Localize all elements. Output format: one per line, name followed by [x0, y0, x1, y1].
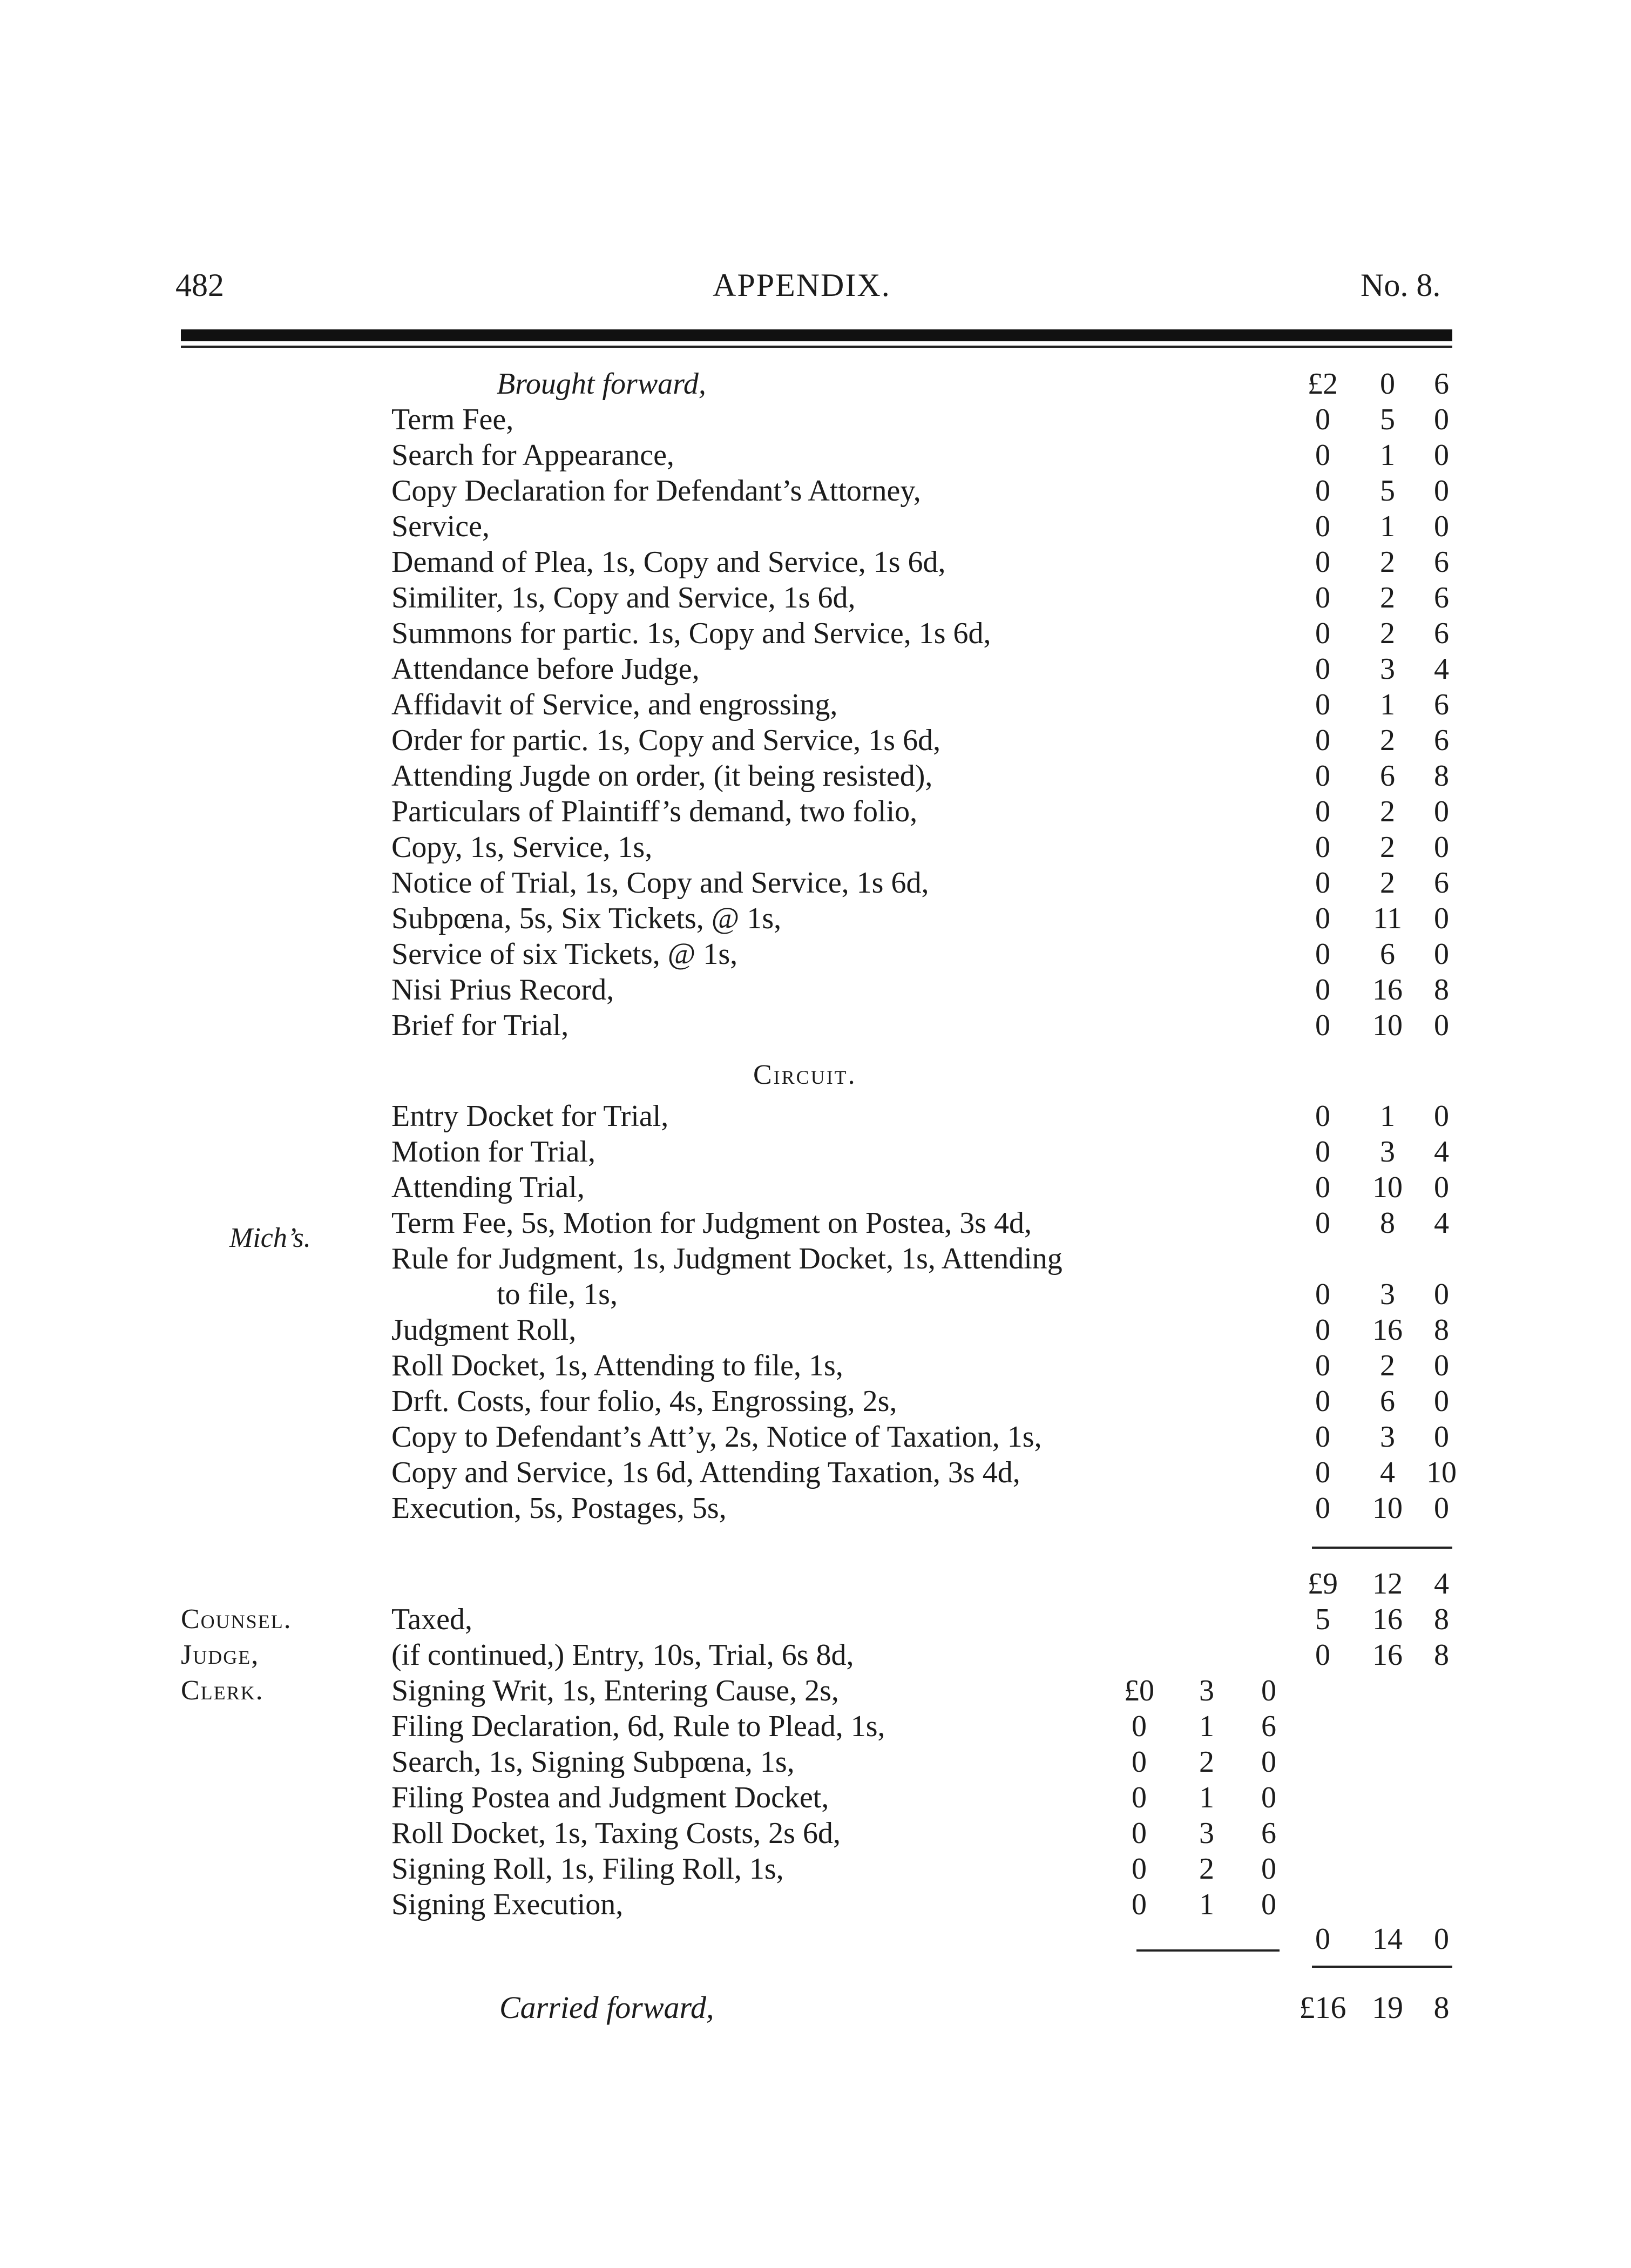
item-label: Copy, 1s, Service, 1s,	[391, 831, 653, 864]
item-label: to file, 1s,	[497, 1278, 618, 1311]
pence-value: 0	[1434, 1420, 1449, 1454]
shillings-value: 3	[1380, 1135, 1395, 1169]
bill-row	[0, 1815, 1631, 1851]
pounds-value: £0	[1124, 1674, 1154, 1707]
carried-forward-row	[0, 1990, 1631, 2026]
pence-value: 8	[1434, 1638, 1449, 1672]
shillings-value: 10	[1372, 1009, 1403, 1042]
shillings-value: 1	[1380, 438, 1395, 472]
pence-value: 8	[1434, 1603, 1449, 1636]
item-label: Entry Docket for Trial,	[391, 1099, 669, 1133]
item-label: Notice of Trial, 1s, Copy and Service, 1s 6d,	[391, 866, 929, 900]
item-label: Attending Trial,	[391, 1171, 585, 1204]
bill-row	[0, 402, 1631, 437]
pence-value: 0	[1434, 1491, 1449, 1525]
continued-row	[0, 1637, 1631, 1673]
bill-row	[0, 687, 1631, 723]
bill-row	[0, 829, 1631, 865]
pounds-value: 5	[1315, 1603, 1330, 1636]
pence-value: 0	[1434, 1349, 1449, 1382]
pence-value: 0	[1434, 1278, 1449, 1311]
pounds-value: 0	[1132, 1745, 1147, 1779]
subtotal-row	[0, 1566, 1631, 1602]
pounds-value: 0	[1315, 1313, 1330, 1347]
pounds-value: 0	[1315, 1009, 1330, 1042]
shillings-value: 2	[1380, 831, 1395, 864]
pounds-value: 0	[1315, 1206, 1330, 1240]
pounds-value: 0	[1315, 652, 1330, 686]
shillings-value: 3	[1380, 652, 1395, 686]
bill-row	[0, 544, 1631, 580]
shillings-value: 3	[1199, 1674, 1214, 1707]
pence-value: 0	[1434, 795, 1449, 828]
pounds-value: 0	[1315, 1171, 1330, 1204]
shillings-value: 2	[1380, 581, 1395, 615]
shillings-value: 1	[1380, 688, 1395, 721]
shillings-value: 5	[1380, 474, 1395, 508]
pounds-value: 0	[1315, 1349, 1330, 1382]
pounds-value: 0	[1132, 1781, 1147, 1814]
pounds-value: 0	[1315, 1491, 1330, 1525]
continued-label: (if continued,) Entry, 10s, Trial, 6s 8d,	[391, 1638, 854, 1672]
item-label: Similiter, 1s, Copy and Service, 1s 6d,	[391, 581, 856, 615]
bill-row	[0, 509, 1631, 544]
item-label: Search, 1s, Signing Subpœna, 1s,	[391, 1745, 795, 1779]
item-label: Copy and Service, 1s 6d, Attending Taxation, 3s 4d,	[391, 1456, 1020, 1489]
pounds-value: 0	[1315, 866, 1330, 900]
item-label: Attending Jugde on order, (it being resisted),	[391, 759, 933, 793]
shillings-value: 14	[1372, 1922, 1403, 1956]
shillings-value: 16	[1372, 1638, 1403, 1672]
pounds-value: 0	[1132, 1852, 1147, 1886]
pence-value: 6	[1434, 866, 1449, 900]
bill-row	[0, 1780, 1631, 1815]
item-label: Particulars of Plaintiff’s demand, two folio,	[391, 795, 918, 828]
item-label: Execution, 5s, Postages, 5s,	[391, 1491, 727, 1525]
shillings-value: 1	[1199, 1781, 1214, 1814]
pence-value: 8	[1434, 759, 1449, 793]
pence-value: 4	[1434, 1206, 1449, 1240]
pence-value: 0	[1434, 403, 1449, 436]
bill-row	[0, 580, 1631, 616]
item-label: Roll Docket, 1s, Taxing Costs, 2s 6d,	[391, 1817, 841, 1850]
pence-value: 0	[1261, 1852, 1276, 1886]
bill-row	[0, 723, 1631, 758]
shillings-value: 6	[1380, 1385, 1395, 1418]
item-label: Motion for Trial,	[391, 1135, 596, 1169]
item-label: Attendance before Judge,	[391, 652, 700, 686]
item-label: Search for Appearance,	[391, 438, 674, 472]
bill-row	[0, 473, 1631, 509]
pounds-value: 0	[1315, 617, 1330, 650]
shillings-value: 2	[1380, 724, 1395, 757]
item-label: Term Fee, 5s, Motion for Judgment on Postea, 3s 4d,	[391, 1206, 1032, 1240]
bill-row	[0, 616, 1631, 651]
final-total-rule	[1312, 1966, 1452, 1968]
pounds-value: 0	[1315, 1135, 1330, 1169]
bill-row	[0, 1170, 1631, 1205]
bill-row	[0, 1673, 1631, 1709]
pence-value: 0	[1261, 1745, 1276, 1779]
carried-shillings: 19	[1372, 1990, 1403, 2025]
page-title: APPENDIX.	[713, 267, 891, 303]
bill-row	[0, 1134, 1631, 1170]
carried-pounds: £16	[1299, 1990, 1346, 2025]
pence-value: 0	[1434, 937, 1449, 971]
pounds-value: 0	[1132, 1817, 1147, 1850]
taxed-row	[0, 1602, 1631, 1637]
subtotal-rule	[1312, 1547, 1452, 1549]
shillings-value: 10	[1372, 1171, 1403, 1204]
shillings-value: 1	[1199, 1710, 1214, 1743]
bill-row	[0, 437, 1631, 473]
pence-value: 6	[1434, 581, 1449, 615]
pounds-value: 0	[1315, 545, 1330, 579]
item-label: Roll Docket, 1s, Attending to file, 1s,	[391, 1349, 843, 1382]
item-label: Term Fee,	[391, 403, 514, 436]
shillings-value: 3	[1380, 1278, 1395, 1311]
shillings-value: 16	[1372, 973, 1403, 1007]
bill-row	[0, 1312, 1631, 1348]
pence-value: 4	[1434, 1135, 1449, 1169]
bill-row	[0, 1348, 1631, 1383]
shillings-value: 0	[1380, 367, 1395, 401]
bill-row	[0, 936, 1631, 972]
pence-value: 6	[1434, 367, 1449, 401]
pounds-value: 0	[1315, 474, 1330, 508]
pence-value: 6	[1434, 617, 1449, 650]
pence-value: 6	[1434, 724, 1449, 757]
shillings-value: 3	[1380, 1420, 1395, 1454]
pence-value: 4	[1434, 652, 1449, 686]
item-label: Filing Declaration, 6d, Rule to Plead, 1s,	[391, 1710, 885, 1743]
shillings-value: 8	[1380, 1206, 1395, 1240]
brought-forward-row	[0, 366, 1631, 402]
pounds-value: 0	[1315, 795, 1330, 828]
pounds-value: 0	[1315, 581, 1330, 615]
pence-value: 0	[1434, 1009, 1449, 1042]
pounds-value: 0	[1315, 1278, 1330, 1311]
pounds-value: 0	[1315, 1420, 1330, 1454]
pence-value: 0	[1434, 1099, 1449, 1133]
pence-value: 6	[1434, 688, 1449, 721]
shillings-value: 2	[1380, 795, 1395, 828]
item-label: Copy to Defendant’s Att’y, 2s, Notice of Taxation, 1s,	[391, 1420, 1042, 1454]
page-number: 482	[175, 267, 224, 303]
bill-row	[0, 794, 1631, 829]
bill-row	[0, 1709, 1631, 1744]
shillings-value: 2	[1199, 1745, 1214, 1779]
pence-value: 0	[1434, 1922, 1449, 1956]
item-label: Summons for partic. 1s, Copy and Service, 1s 6d,	[391, 617, 991, 650]
bill-row	[0, 901, 1631, 936]
pounds-value: 0	[1315, 403, 1330, 436]
pounds-value: 0	[1315, 1456, 1330, 1489]
subtotal-pence: 4	[1434, 1567, 1449, 1601]
item-label: Signing Roll, 1s, Filing Roll, 1s,	[391, 1852, 784, 1886]
bill-row	[0, 1490, 1631, 1526]
pounds-value: 0	[1315, 724, 1330, 757]
shillings-value: 2	[1380, 617, 1395, 650]
shillings-value: 3	[1199, 1817, 1214, 1850]
item-label: Subpœna, 5s, Six Tickets, @ 1s,	[391, 902, 782, 935]
item-label: Affidavit of Service, and engrossing,	[391, 688, 838, 721]
bill-row	[0, 1851, 1631, 1887]
shillings-value: 10	[1372, 1491, 1403, 1525]
pounds-value: 0	[1315, 1638, 1330, 1672]
shillings-value: 4	[1380, 1456, 1395, 1489]
pence-value: 6	[1261, 1817, 1276, 1850]
bill-row	[0, 1241, 1631, 1277]
taxed-label: Taxed,	[391, 1603, 473, 1636]
bill-row	[0, 972, 1631, 1008]
pounds-value: 0	[1315, 510, 1330, 543]
shillings-value: 11	[1373, 902, 1402, 935]
pence-value: 8	[1434, 973, 1449, 1007]
margin-note-judge: Judge,	[181, 1639, 260, 1670]
header-rule-thick	[181, 329, 1452, 341]
pounds-value: 0	[1315, 1385, 1330, 1418]
bill-row	[0, 1419, 1631, 1455]
pence-value: 0	[1261, 1781, 1276, 1814]
bill-row	[0, 1205, 1631, 1241]
shillings-value: 16	[1372, 1313, 1403, 1347]
item-label: Nisi Prius Record,	[391, 973, 614, 1007]
subtotal-pounds: £9	[1308, 1567, 1338, 1601]
shillings-value: 1	[1380, 1099, 1395, 1133]
shillings-value: 2	[1380, 866, 1395, 900]
shillings-value: 5	[1380, 403, 1395, 436]
shillings-value: 6	[1380, 937, 1395, 971]
pence-value: 0	[1434, 1385, 1449, 1418]
pence-value: 0	[1434, 831, 1449, 864]
item-label: Signing Execution,	[391, 1888, 624, 1921]
shillings-value: 1	[1380, 510, 1395, 543]
bill-row	[0, 651, 1631, 687]
pounds-value: 0	[1315, 937, 1330, 971]
pence-value: 0	[1434, 438, 1449, 472]
margin-note-michaelmas: Mich’s.	[229, 1223, 311, 1253]
bill-row	[0, 1887, 1631, 1922]
shillings-value: 6	[1380, 759, 1395, 793]
pence-value: 0	[1261, 1674, 1276, 1707]
bill-row	[0, 1098, 1631, 1134]
pounds-value: 0	[1132, 1888, 1147, 1921]
item-label: Brief for Trial,	[391, 1009, 569, 1042]
bill-row	[0, 1277, 1631, 1312]
pence-value: 0	[1261, 1888, 1276, 1921]
subtotal-shillings: 12	[1372, 1567, 1403, 1601]
item-label: Demand of Plea, 1s, Copy and Service, 1s 6d,	[391, 545, 946, 579]
bill-row	[0, 1383, 1631, 1419]
margin-note-clerk: Clerk.	[181, 1675, 264, 1706]
circuit-heading: Circuit.	[753, 1059, 857, 1090]
pounds-value: 0	[1315, 1922, 1330, 1956]
item-label: Signing Writ, 1s, Entering Cause, 2s,	[391, 1674, 839, 1707]
carried-pence: 8	[1433, 1990, 1450, 2025]
pounds-value: 0	[1315, 438, 1330, 472]
shillings-value: 2	[1199, 1852, 1214, 1886]
pence-value: 0	[1434, 902, 1449, 935]
brought-forward-label: Brought forward,	[497, 367, 706, 401]
header-rule-thin	[181, 346, 1452, 348]
pounds-value: 0	[1315, 759, 1330, 793]
pounds-value: £2	[1308, 367, 1338, 401]
shillings-value: 2	[1380, 1349, 1395, 1382]
pounds-value: 0	[1315, 973, 1330, 1007]
pounds-value: 0	[1315, 902, 1330, 935]
pence-value: 6	[1434, 545, 1449, 579]
pounds-value: 0	[1132, 1710, 1147, 1743]
document-number: No. 8.	[1361, 267, 1441, 303]
bill-row	[0, 1455, 1631, 1490]
bill-row	[0, 1744, 1631, 1780]
bill-row	[0, 758, 1631, 794]
pence-value: 10	[1426, 1456, 1457, 1489]
pence-value: 0	[1434, 474, 1449, 508]
item-label: Judgment Roll,	[391, 1313, 577, 1347]
carried-forward-label: Carried forward,	[499, 1990, 714, 2025]
clerk-total-row	[0, 1921, 1631, 1957]
item-label: Drft. Costs, four folio, 4s, Engrossing, 2s,	[391, 1385, 897, 1418]
item-label: Filing Postea and Judgment Docket,	[391, 1781, 829, 1814]
bill-row	[0, 865, 1631, 901]
item-label: Service,	[391, 510, 490, 543]
item-label: Order for partic. 1s, Copy and Service, 1s 6d,	[391, 724, 941, 757]
margin-note-counsel: Counsel.	[181, 1604, 292, 1635]
pence-value: 6	[1261, 1710, 1276, 1743]
pounds-value: 0	[1315, 688, 1330, 721]
shillings-value: 16	[1372, 1603, 1403, 1636]
bill-row	[0, 1008, 1631, 1043]
item-label: Service of six Tickets, @ 1s,	[391, 937, 738, 971]
pence-value: 8	[1434, 1313, 1449, 1347]
pounds-value: 0	[1315, 1099, 1330, 1133]
item-label: Copy Declaration for Defendant’s Attorney,	[391, 474, 921, 508]
pounds-value: 0	[1315, 831, 1330, 864]
shillings-value: 2	[1380, 545, 1395, 579]
shillings-value: 1	[1199, 1888, 1214, 1921]
item-label: Rule for Judgment, 1s, Judgment Docket, 1s, Attending	[391, 1242, 1062, 1275]
pence-value: 0	[1434, 510, 1449, 543]
pence-value: 0	[1434, 1171, 1449, 1204]
